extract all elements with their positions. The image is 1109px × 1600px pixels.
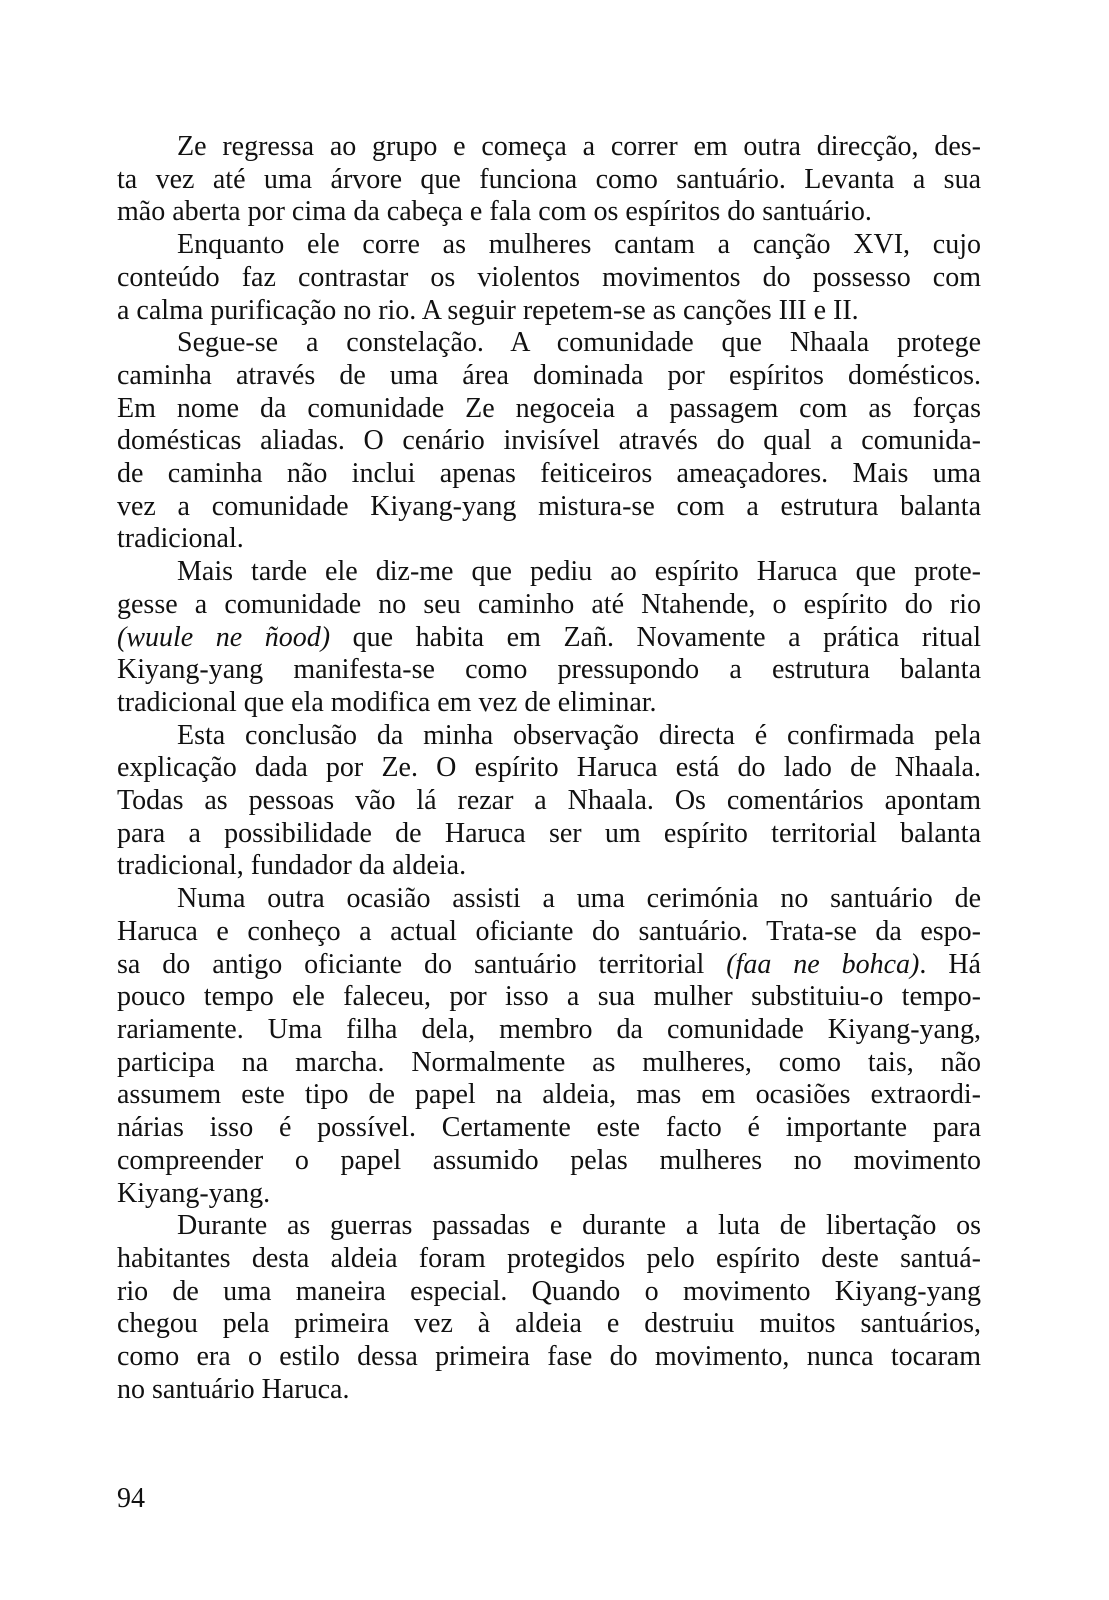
text-line (117, 654, 981, 687)
text-segment: Todas as pessoas vão lá rezar a Nhaala. Os comentários apontam (117, 785, 981, 817)
text-line (117, 1112, 981, 1145)
text-line (117, 556, 981, 589)
text-line (117, 1374, 981, 1407)
text-segment: como era o estilo dessa primeira fase do movimento, nunca tocaram (117, 1341, 981, 1373)
text-segment: conteúdo faz contrastar os violentos movimentos do possesso com (117, 261, 981, 293)
text-segment: Mais tarde ele diz-me que pediu ao espírito Haruca que prote- (177, 556, 981, 588)
text-line (117, 1145, 981, 1178)
text-segment: Numa outra ocasião assisti a uma cerimónia no santuário de (177, 883, 981, 915)
paragraph (117, 131, 981, 229)
text-segment: no santuário Haruca. (117, 1373, 350, 1405)
text-line (117, 327, 981, 360)
text-segment: . Há (919, 948, 981, 980)
text-segment: Haruca e conheço a actual oficiante do santuário. Trata-se da espo- (117, 915, 981, 947)
text-segment: tradicional que ela modifica em vez de eliminar. (117, 686, 657, 718)
italic-term: (wuule ne ñood) (117, 621, 331, 653)
text-line (117, 458, 981, 491)
text-segment: Ze regressa ao grupo e começa a correr em outra direcção, des- (177, 131, 981, 162)
text-line (117, 1178, 981, 1211)
text-line (117, 1047, 981, 1080)
text-segment: tradicional, fundador da aldeia. (117, 850, 467, 882)
text-line (117, 818, 981, 851)
text-line (117, 393, 981, 426)
text-segment: compreender o papel assumido pelas mulheres no movimento (117, 1144, 981, 1176)
text-segment: Esta conclusão da minha observação directa é confirmada pela (177, 719, 981, 751)
text-line (117, 785, 981, 818)
text-segment: rio de uma maneira especial. Quando o movimento Kiyang-yang (117, 1275, 981, 1307)
text-line (117, 687, 981, 720)
text-line (117, 131, 981, 164)
text-segment: participa na marcha. Normalmente as mulheres, como tais, não (117, 1046, 981, 1078)
text-segment: vez a comunidade Kiyang-yang mistura-se com a estrutura balanta (117, 490, 981, 522)
body-text (117, 131, 981, 1406)
text-segment: nárias isso é possível. Certamente este facto é importante para (117, 1112, 981, 1144)
text-line (117, 1210, 981, 1243)
text-line (117, 949, 981, 982)
paragraph (117, 327, 981, 556)
text-segment: para a possibilidade de Haruca ser um espírito territorial balanta (117, 817, 981, 849)
text-segment: assumem este tipo de papel na aldeia, mas em ocasiões extraordi- (117, 1079, 981, 1111)
text-segment: tradicional. (117, 523, 244, 555)
text-line (117, 883, 981, 916)
text-line (117, 229, 981, 262)
text-line (117, 1276, 981, 1309)
text-line (117, 916, 981, 949)
text-line (117, 1014, 981, 1047)
text-segment: gesse a comunidade no seu caminho até Ntahende, o espírito do rio (117, 588, 981, 620)
paragraph (117, 556, 981, 720)
text-segment: habitantes desta aldeia foram protegidos pelo espírito deste santuá- (117, 1242, 981, 1274)
text-line (117, 720, 981, 753)
italic-term: (faa ne bohca) (726, 948, 920, 980)
text-segment: mão aberta por cima da cabeça e fala com os espíritos do santuário. (117, 196, 872, 228)
text-segment: que habita em Zañ. Novamente a prática ritual (330, 621, 981, 653)
text-line (117, 164, 981, 197)
text-segment: caminha através de uma área dominada por espíritos domésticos. (117, 359, 981, 391)
text-line (117, 622, 981, 655)
text-segment: Kiyang-yang. (117, 1177, 271, 1209)
text-segment: chegou pela primeira vez à aldeia e destruiu muitos santuários, (117, 1308, 981, 1340)
text-line (117, 1308, 981, 1341)
text-line (117, 360, 981, 393)
text-line (117, 491, 981, 524)
text-line (117, 850, 981, 883)
text-segment: Kiyang-yang manifesta-se como pressupondo a estrutura balanta (117, 654, 981, 686)
text-line (117, 1079, 981, 1112)
text-line (117, 1243, 981, 1276)
text-line (117, 589, 981, 622)
text-segment: sa do antigo oficiante do santuário territorial (117, 948, 727, 980)
text-line (117, 196, 981, 229)
text-line (117, 425, 981, 458)
text-segment: domésticas aliadas. O cenário invisível através do qual a comunida- (117, 425, 981, 457)
text-segment: Enquanto ele corre as mulheres cantam a canção XVI, cujo (177, 229, 981, 261)
text-segment: a calma purificação no rio. A seguir repetem-se as canções III e II. (117, 294, 859, 326)
text-line (117, 752, 981, 785)
text-segment: Em nome da comunidade Ze negoceia a passagem com as forças (117, 392, 981, 424)
text-line (117, 1341, 981, 1374)
text-segment: pouco tempo ele faleceu, por isso a sua mulher substituiu-o tempo- (117, 981, 981, 1013)
page-number: 94 (117, 1483, 145, 1514)
text-line (117, 295, 981, 328)
text-line (117, 523, 981, 556)
text-line (117, 262, 981, 295)
paragraph (117, 720, 981, 884)
text-segment: de caminha não inclui apenas feiticeiros ameaçadores. Mais uma (117, 458, 981, 490)
text-segment: rariamente. Uma filha dela, membro da comunidade Kiyang-yang, (117, 1013, 981, 1045)
text-segment: explicação dada por Ze. O espírito Haruca está do lado de Nhaala. (117, 752, 981, 784)
text-segment: Segue-se a constelação. A comunidade que Nhaala protege (177, 327, 981, 359)
paragraph (117, 1210, 981, 1406)
text-segment: ta vez até uma árvore que funciona como santuário. Levanta a sua (117, 163, 981, 195)
paragraph (117, 883, 981, 1210)
text-line (117, 981, 981, 1014)
paragraph (117, 229, 981, 327)
text-segment: Durante as guerras passadas e durante a luta de libertação os (177, 1210, 981, 1242)
